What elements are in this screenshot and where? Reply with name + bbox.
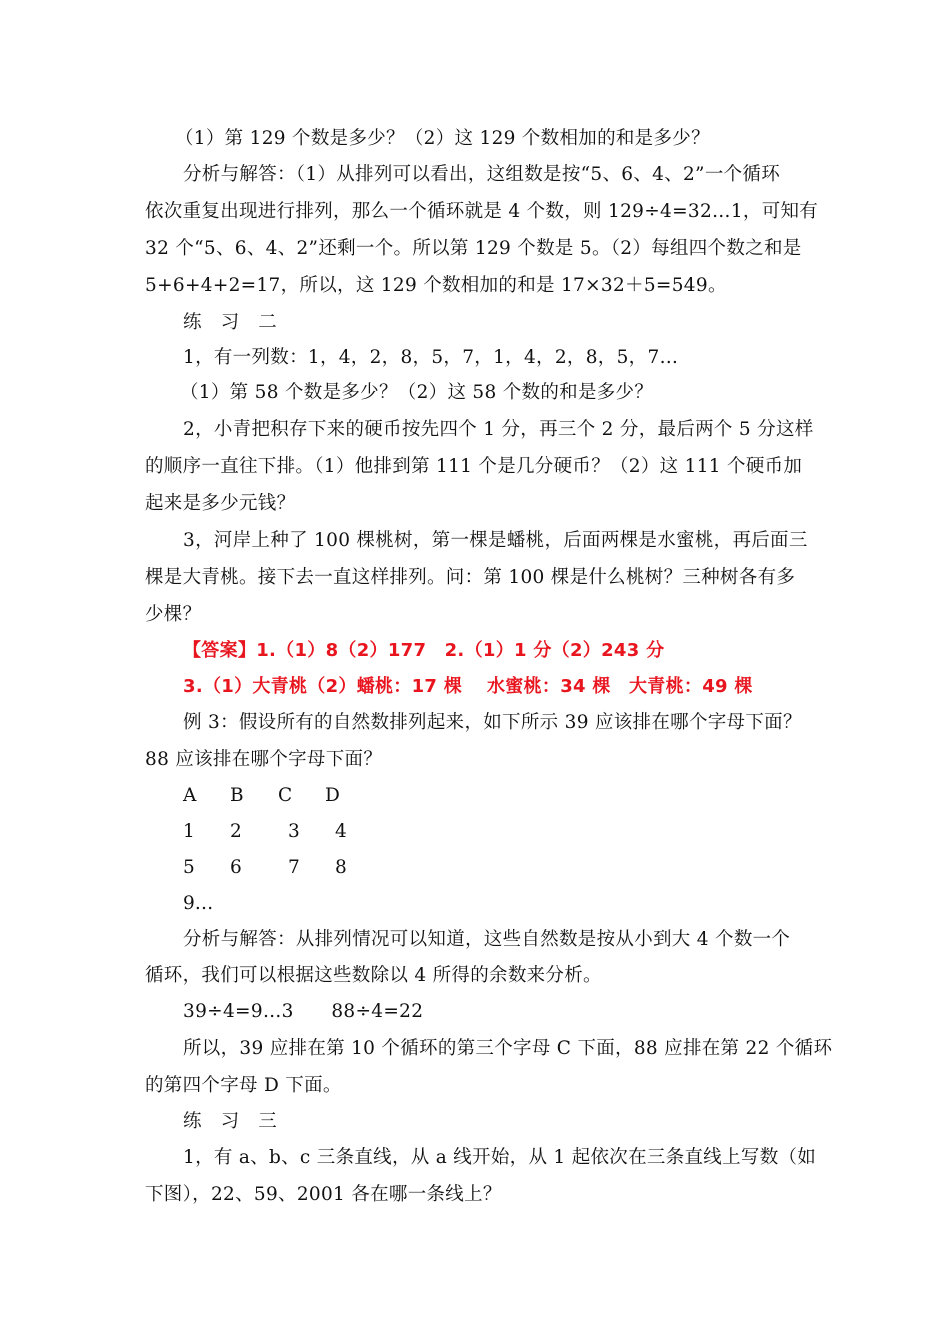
table-cell: D (325, 785, 340, 806)
table-cell: 6 (230, 857, 242, 878)
table-cell: A (183, 785, 197, 806)
exercise2-problem-1: 1，有一列数：1，4，2，8，5，7，1，4，2，8，5，7… (183, 347, 679, 368)
exercise2-problem-3-line-2: 棵是大青桃。接下去一直这样排列。问：第 100 棵是什么桃树？三种树各有多 (145, 567, 796, 588)
analysis-line-3: 32 个“5、6、4、2”还剩一个。所以第 129 个数是 5。（2）每组四个数之和是 (145, 238, 802, 259)
example3-analysis-line-2: 循环，我们可以根据这些数除以 4 所得的余数来分析。 (145, 965, 602, 986)
table-cell: 3 (288, 821, 300, 842)
exercise2-problem-3-line-1: 3，河岸上种了 100 棵桃树，第一棵是蟠桃，后面两棵是水蜜桃，再后面三 (183, 530, 808, 551)
exercise2-problem-3-line-3: 少棵？ (145, 604, 202, 625)
question-line: （1）第 129 个数是多少？（2）这 129 个数相加的和是多少？ (175, 128, 710, 149)
table-cell: B (230, 785, 244, 806)
table-cell: 9… (183, 893, 214, 914)
exercise2-problem-1-questions: （1）第 58 个数是多少？（2）这 58 个数的和是多少？ (180, 382, 654, 403)
exercise2-heading: 练 习 二 (183, 312, 278, 333)
answer-line-2: 3.（1）大青桃（2）蟠桃：17 棵 水蜜桃：34 棵 大青桃：49 棵 (183, 676, 753, 697)
exercise3-problem-1-line-2: 下图），22、59、2001 各在哪一条线上？ (145, 1184, 502, 1205)
example3-analysis-line-1: 分析与解答：从排列情况可以知道，这些自然数是按从小到大 4 个数一个 (183, 929, 791, 950)
table-cell: 8 (335, 857, 347, 878)
answer-line-1: 【答案】1.（1）8（2）177 2.（1）1 分（2）243 分 (183, 640, 665, 661)
exercise3-heading: 练 习 三 (183, 1111, 278, 1132)
exercise2-problem-2-line-3: 起来是多少元钱？ (145, 493, 296, 514)
table-cell: 4 (335, 821, 347, 842)
table-cell: 1 (183, 821, 195, 842)
table-cell: 2 (230, 821, 242, 842)
table-cell: 7 (288, 857, 300, 878)
example3-conclusion-line-2: 的第四个字母 D 下面。 (145, 1075, 342, 1096)
example3-line-2: 88 应该排在哪个字母下面？ (145, 749, 383, 770)
example3-conclusion-line-1: 所以，39 应排在第 10 个循环的第三个字母 C 下面，88 应排在第 22 个循环 (183, 1038, 833, 1059)
exercise2-problem-2-line-2: 的顺序一直往下排。（1）他排到第 111 个是几分硬币？（2）这 111 个硬币加 (145, 456, 803, 477)
analysis-line-2: 依次重复出现进行排列，那么一个循环就是 4 个数，则 129÷4=32…1，可知有 (145, 201, 819, 222)
analysis-line-1: 分析与解答：（1）从排列可以看出，这组数是按“5、6、4、2”一个循环 (183, 164, 781, 185)
example3-line-1: 例 3：假设所有的自然数排列起来，如下所示 39 应该排在哪个字母下面？ (183, 712, 802, 733)
exercise2-problem-2-line-1: 2，小青把积存下来的硬币按先四个 1 分，再三个 2 分，最后两个 5 分这样 (183, 419, 814, 440)
exercise3-problem-1-line-1: 1，有 a、b、c 三条直线，从 a 线开始，从 1 起依次在三条直线上写数（如 (183, 1147, 817, 1168)
example3-calculation: 39÷4=9…3 88÷4=22 (183, 1001, 424, 1022)
analysis-line-4: 5+6+4+2=17，所以，这 129 个数相加的和是 17×32＋5=549。 (145, 275, 727, 296)
table-cell: 5 (183, 857, 195, 878)
table-cell: C (278, 785, 293, 806)
